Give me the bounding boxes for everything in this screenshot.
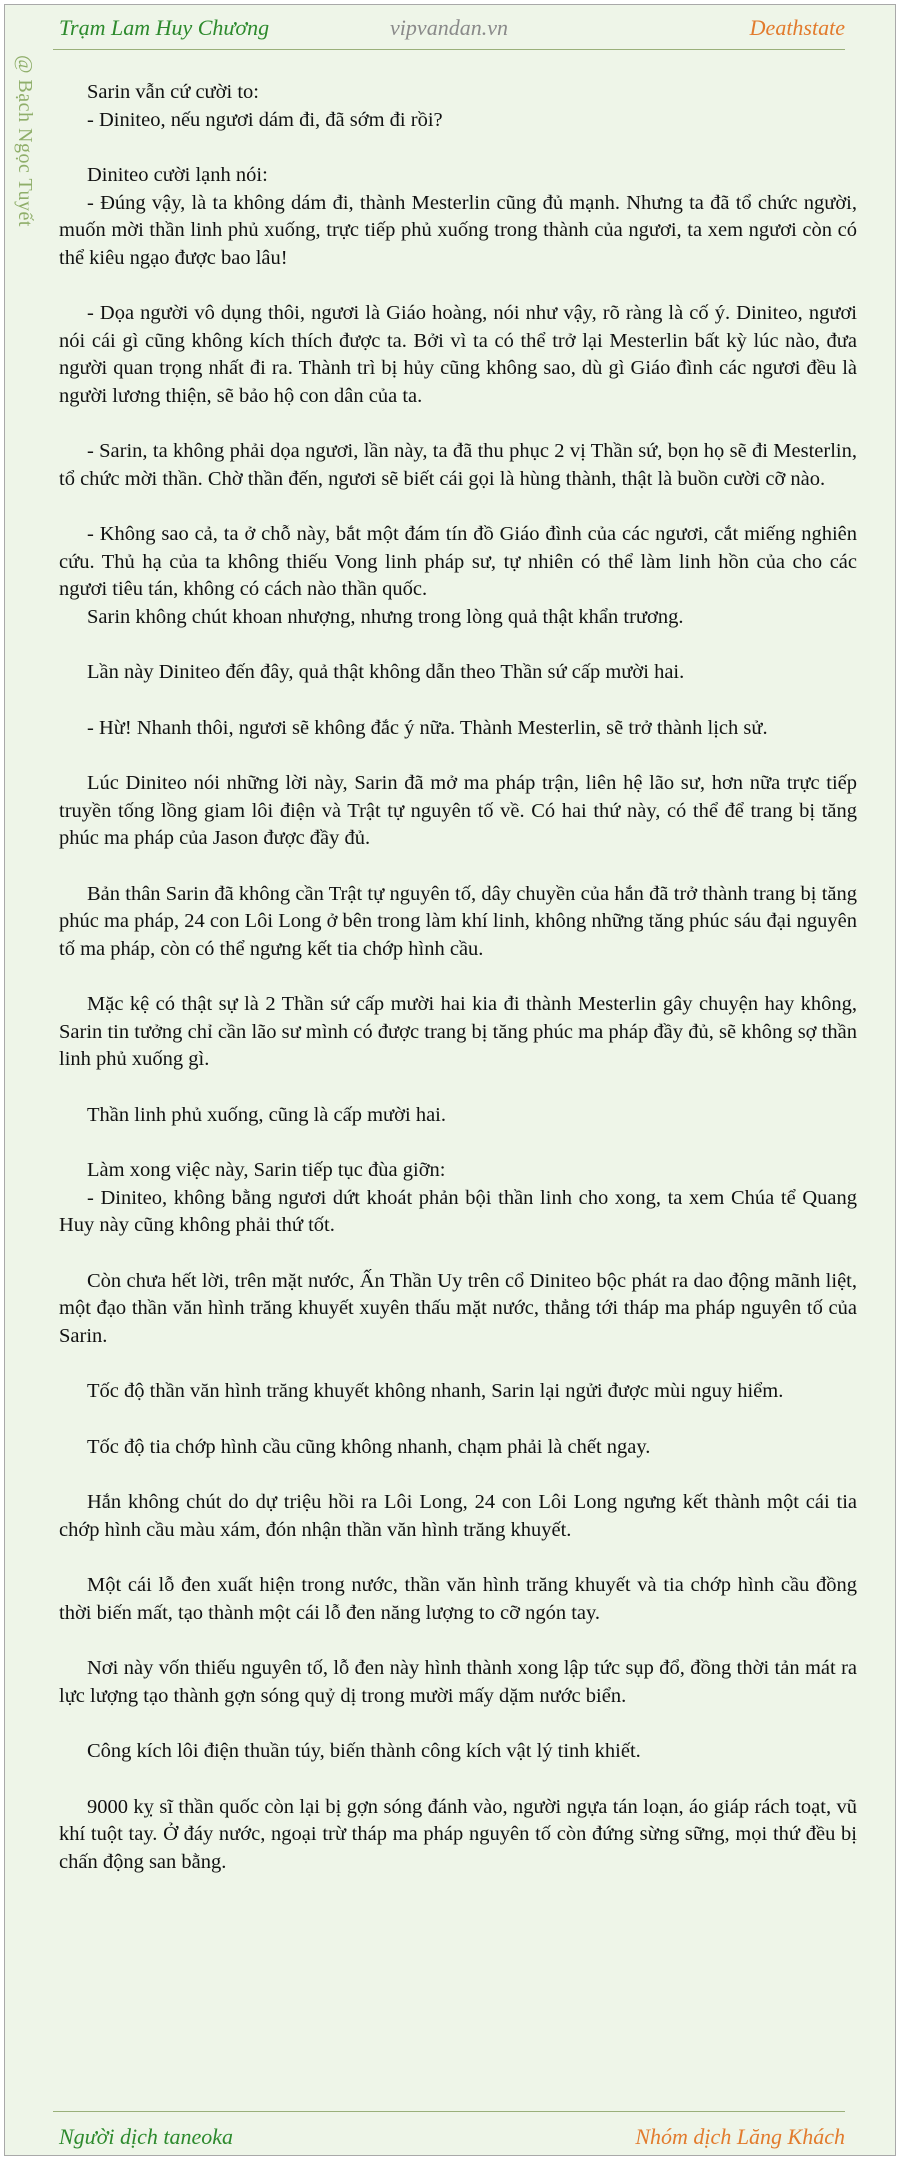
side-credit: @ Bạch Ngọc Tuyết: [14, 55, 36, 227]
paragraph: [59, 162, 857, 272]
paragraph-line: Làm xong việc này, Sarin tiếp tục đùa giỡn:: [87, 1159, 446, 1181]
footer-group: Nhóm dịch Lăng Khách: [635, 2124, 845, 2149]
paragraph: [59, 1572, 857, 1627]
paragraph-line: - Không sao cả, ta ở chỗ này, bắt một đám tín đồ Giáo đình của các ngươi, cắt miếng nghiên cứu. Thủ hạ của ta không thiếu Vong linh pháp sư, tự nhiên có thể làm linh hồn của cho các ngươi tiêu tán, không có cách nào thần quốc.: [59, 523, 857, 600]
paragraph: [59, 79, 857, 134]
paragraph: [59, 770, 857, 853]
paragraph-line: - Diniteo, không bằng ngươi dứt khoát phản bội thần linh cho xong, ta xem Chúa tể Quang Huy này cũng không phải thứ tốt.: [59, 1186, 857, 1236]
paragraph: [59, 1738, 857, 1766]
paragraph-line: Công kích lôi điện thuần túy, biến thành công kích vật lý tinh khiết.: [87, 1740, 641, 1762]
paragraph: [59, 1489, 857, 1544]
paragraph: [59, 1268, 857, 1351]
paragraph-line: Sarin không chút khoan nhượng, nhưng trong lòng quả thật khẩn trương.: [87, 605, 684, 628]
paragraph-line: - Đúng vậy, là ta không dám đi, thành Mesterlin cũng đủ mạnh. Nhưng ta đã tổ chức người, muốn mời thần linh phủ xuống, trực tiếp phủ xuống trong thành của ngươi, ta xem ngươi còn có thể kiêu ngạo được bao lâu!: [59, 191, 857, 269]
paragraph: [59, 1794, 857, 1877]
header-story-title: Deathstate: [749, 15, 845, 40]
footer-translator: Người dịch taneoka: [59, 2124, 234, 2149]
paragraph-line: Còn chưa hết lời, trên mặt nước, Ấn Thần Uy trên cổ Diniteo bộc phát ra dao động mãnh liệt, một đạo thần văn hình trăng khuyết xuyên thấu mặt nước, thẳng tới tháp ma pháp nguyên tố của Sarin.: [59, 1269, 857, 1347]
paragraph: [59, 1157, 857, 1240]
paragraph-line: Tốc độ tia chớp hình cầu cũng không nhanh, chạm phải là chết ngay.: [87, 1435, 651, 1458]
paragraph: [59, 300, 857, 410]
paragraph-line: - Sarin, ta không phải dọa ngươi, lần này, ta đã thu phục 2 vị Thần sứ, bọn họ sẽ đi Mesterlin, tổ chức mời thần. Chờ thần đến, ngươi sẽ biết cái gọi là hùng thành, thật là buồn cười cỡ nào.: [59, 440, 857, 490]
paragraph-line: Hắn không chút do dự triệu hồi ra Lôi Long, 24 con Lôi Long ngưng kết thành một cái tia chớp hình cầu màu xám, đón nhận thần văn hình trăng khuyết.: [59, 1491, 857, 1541]
paragraph-line: - Dọa người vô dụng thôi, ngươi là Giáo hoàng, nói như vậy, rõ ràng là cố ý. Diniteo, ngươi nói cái gì cũng không kích thích được ta. Bởi vì ta có thể trở lại Mesterlin bất kỳ lúc nào, đưa người quan trọng nhất đi ra. Thành trì bị hủy cũng không sao, dù gì Giáo đình các ngươi đều là người lương thiện, sẽ bảo hộ con dân của ta.: [59, 302, 857, 407]
paragraph-line: Lúc Diniteo nói những lời này, Sarin đã mở ma pháp trận, liên hệ lão sư, hơn nữa trực tiếp truyền tống lồng giam lôi điện và Trật tự nguyên tố về. Có hai thứ này, có thể để trang bị tăng phúc ma pháp của Jason được đầy đủ.: [59, 772, 857, 849]
paragraph-line: Bản thân Sarin đã không cần Trật tự nguyên tố, dây chuyền của hắn đã trở thành trang bị tăng phúc ma pháp, 24 con Lôi Long ở bên trong làm khí linh, không những tăng phúc sáu đại nguyên tố ma pháp, còn có thể ngưng kết tia chớp hình cầu.: [59, 882, 857, 960]
paragraph-line: Thần linh phủ xuống, cũng là cấp mười hai.: [87, 1103, 446, 1126]
header-domain: vipvandan.vn: [390, 15, 508, 40]
paragraph: [59, 438, 857, 493]
paragraph: [59, 1378, 857, 1406]
paragraph-line: Diniteo cười lạnh nói:: [87, 164, 268, 186]
paragraph: [59, 715, 857, 743]
paragraph-line: - Hừ! Nhanh thôi, ngươi sẽ không đắc ý nữa. Thành Mesterlin, sẽ trở thành lịch sử.: [87, 716, 768, 739]
header-site-name: Trạm Lam Huy Chương: [59, 15, 270, 40]
page: [4, 4, 896, 2156]
paragraph-line: 9000 kỵ sĩ thần quốc còn lại bị gợn sóng đánh vào, người ngựa tán loạn, áo giáp rách toạt, vũ khí tuột tay. Ở đáy nước, ngoại trừ tháp ma pháp nguyên tố còn đứng sừng sững, mọi thứ đều bị chấn động san bằng.: [59, 1795, 857, 1873]
paragraph: [59, 659, 857, 687]
paragraph: [59, 1102, 857, 1130]
paragraph: [59, 1655, 857, 1710]
paragraph: [59, 881, 857, 964]
paragraph-line: Tốc độ thần văn hình trăng khuyết không nhanh, Sarin lại ngửi được mùi nguy hiểm.: [87, 1380, 784, 1402]
paragraph: [59, 991, 857, 1074]
paragraph-line: Nơi này vốn thiếu nguyên tố, lỗ đen này hình thành xong lập tức sụp đổ, đồng thời tản mát ra lực lượng tạo thành gợn sóng quỷ dị trong mười mấy dặm nước biển.: [59, 1657, 857, 1707]
paragraph-line: Lần này Diniteo đến đây, quả thật không dẫn theo Thần sứ cấp mười hai.: [87, 661, 685, 683]
paragraph-line: Một cái lỗ đen xuất hiện trong nước, thần văn hình trăng khuyết và tia chớp hình cầu đồng thời biến mất, tạo thành một cái lỗ đen năng lượng to cỡ ngón tay.: [59, 1574, 857, 1624]
paragraph-line: Mặc kệ có thật sự là 2 Thần sứ cấp mười hai kia đi thành Mesterlin gây chuyện hay không, Sarin tin tưởng chỉ cần lão sư mình có được trang bị tăng phúc ma pháp đầy đủ, sẽ không sợ thần linh phủ xuống gì.: [59, 993, 857, 1070]
paragraph-line: - Diniteo, nếu ngươi dám đi, đã sớm đi rồi?: [87, 108, 443, 131]
paragraph: [59, 1434, 857, 1462]
paragraph-line: Sarin vẫn cứ cười to:: [87, 81, 259, 103]
page-footer: [53, 2111, 845, 2156]
paragraph: [59, 521, 857, 631]
story-text: [59, 79, 857, 1904]
page-header: [53, 5, 845, 50]
